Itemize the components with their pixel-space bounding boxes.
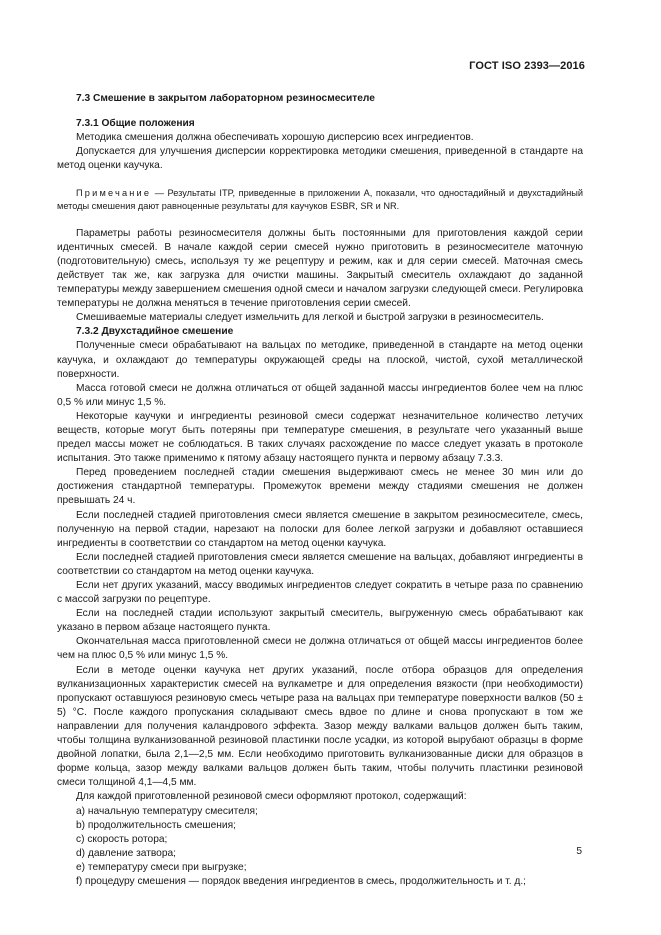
paragraph: Методика смешения должна обеспечивать хорошую дисперсию всех ингредиентов. — [76, 132, 474, 144]
paragraph: Некоторые каучуки и ингредиенты резиновой смеси содержат незначительное количество летучих веществ, которые могут быть потеряны при температуре смешения, в результате чего указанный выше предел массы может не соблюдаться. В таких случаях расхождение по массе следует указать в протоколе испытания. Это также применимо к пятому абзацу настоящего пункта и первому абзацу 7.3.3. — [57, 410, 583, 465]
paragraph: Полученные смеси обрабатывают на вальцах по методике, приведенной в стандарте на метод оценки каучука, и охлаждают до температуры окружающей среды на плоской, чистой, сухой металлической поверхности. — [57, 340, 583, 380]
list-item: b) продолжительность смешения; — [76, 819, 236, 831]
paragraph: Для каждой приготовленной резиновой смеси оформляют протокол, содержащий: — [76, 791, 467, 803]
list-item: f) процедуру смешения — порядок введения ингредиентов в смесь, продолжительность и т. д.; — [76, 875, 527, 887]
paragraph: Окончательная масса приготовленной смеси не должна отличаться от общей массы ингредиентов более чем на плюс 0,5 % или минус 1,5 %. — [57, 636, 583, 662]
subsection-heading-general: 7.3.1 Общие положения — [76, 118, 195, 130]
paragraph: Если последней стадией приготовления смеси является смешение в закрытом резиносмесителе, смесь, полученную на первой стадии, нарезают на полоски для более легкой загрузки и добавляют оставшиеся ингредиенты в соответствии со стандартом на метод оценки каучука. — [57, 509, 583, 549]
list-item: e) температуру смеси при выгрузке; — [76, 861, 247, 873]
list-item: a) начальную температуру смесителя; — [76, 805, 258, 817]
page-number: 5 — [576, 846, 582, 857]
subsection-heading-two-stage: 7.3.2 Двухстадийное смешение — [76, 326, 234, 338]
paragraph: Масса готовой смеси не должна отличаться от общей заданной массы ингредиентов более чем на плюс 0,5 % или минус 1,5 %. — [57, 382, 583, 408]
list-item: d) давление затвора; — [76, 847, 177, 859]
paragraph: Если в методе оценки каучука нет других указаний, после отбора образцов для определения вулканизационных характеристик смесей на вулкаметре и для определения вязкости (при необходимости) пропускают оставшуюся резиновую смесь четыре раза на вальцах при температуре поверхности валков (50 ± 5) °С. После каждого пропускания складывают смесь вдвое по длине и снова пропускают в том же направлении для получения каландрового эффекта. Зазор между валками вальцов должен быть таким, чтобы толщина вулканизованной резиновой пластинки после усадки, из которой вырубают образцы в форме двойной лопатки, была 2,1—2,5 мм. Если необходимо приготовить вулканизованные диски для образцов в форме кольца, зазор между валками вальцов должен быть таким, чтобы получить пластинки резиновой смеси толщиной 4,1—4,5 мм. — [57, 664, 583, 789]
note — [57, 187, 583, 212]
section-heading: 7.3 Смешение в закрытом лабораторном резиносмесителе — [76, 93, 375, 104]
standard-header: ГОСТ ISO 2393—2016 — [469, 60, 585, 72]
note-text: — Результаты ITP, приведенные в приложении А, показали, что одностадийный и двухстадийный методы смешения дают равноценные результаты для каучуков ESBR, SR и NR. — [57, 188, 583, 212]
document-body — [57, 92, 583, 889]
paragraph: Если на последней стадии используют закрытый смеситель, выгруженную смесь обрабатывают как указано в первом абзаце настоящего пункта. — [57, 608, 583, 634]
paragraph: Перед проведением последней стадии смешения выдерживают смесь не менее 30 мин или до достижения стандартной температуры. Промежуток времени между стадиями смешения не должен превышать 24 ч. — [57, 467, 583, 507]
paragraph: Если последней стадией приготовления смеси является смешение на вальцах, добавляют ингредиенты в соответствии со стандартом на метод оценки каучука. — [57, 551, 583, 577]
paragraph: Смешиваемые материалы следует измельчить для легкой и быстрой загрузки в резиносмеситель. — [76, 312, 544, 324]
paragraph: Параметры работы резиносмесителя должны быть постоянными для приготовления каждой серии идентичных смесей. В начале каждой серии смесей нужно приготовить в резиносмесителе маточную (подготовительную) смесь, используя ту же рецептуру и режим, как и для серии смесей. Маточная смесь действует так же, как загрузка для очистки машины. Закрытый смеситель охлаждают до заданной температуры между завершением смешения одной смеси и началом загрузки следующей смеси. Регулировка температуры не должна меняться в течение приготовления серии смесей. — [57, 227, 583, 310]
paragraph: Если нет других указаний, массу вводимых ингредиентов следует сократить в четыре раза по сравнению с массой загрузки по рецептуре. — [57, 580, 583, 606]
note-label: Примечание — [76, 188, 152, 199]
paragraph: Допускается для улучшения дисперсии корректировка методики смешения, приведенной в стандарте на метод оценки каучука. — [57, 146, 583, 172]
list-item: c) скорость ротора; — [76, 833, 168, 845]
